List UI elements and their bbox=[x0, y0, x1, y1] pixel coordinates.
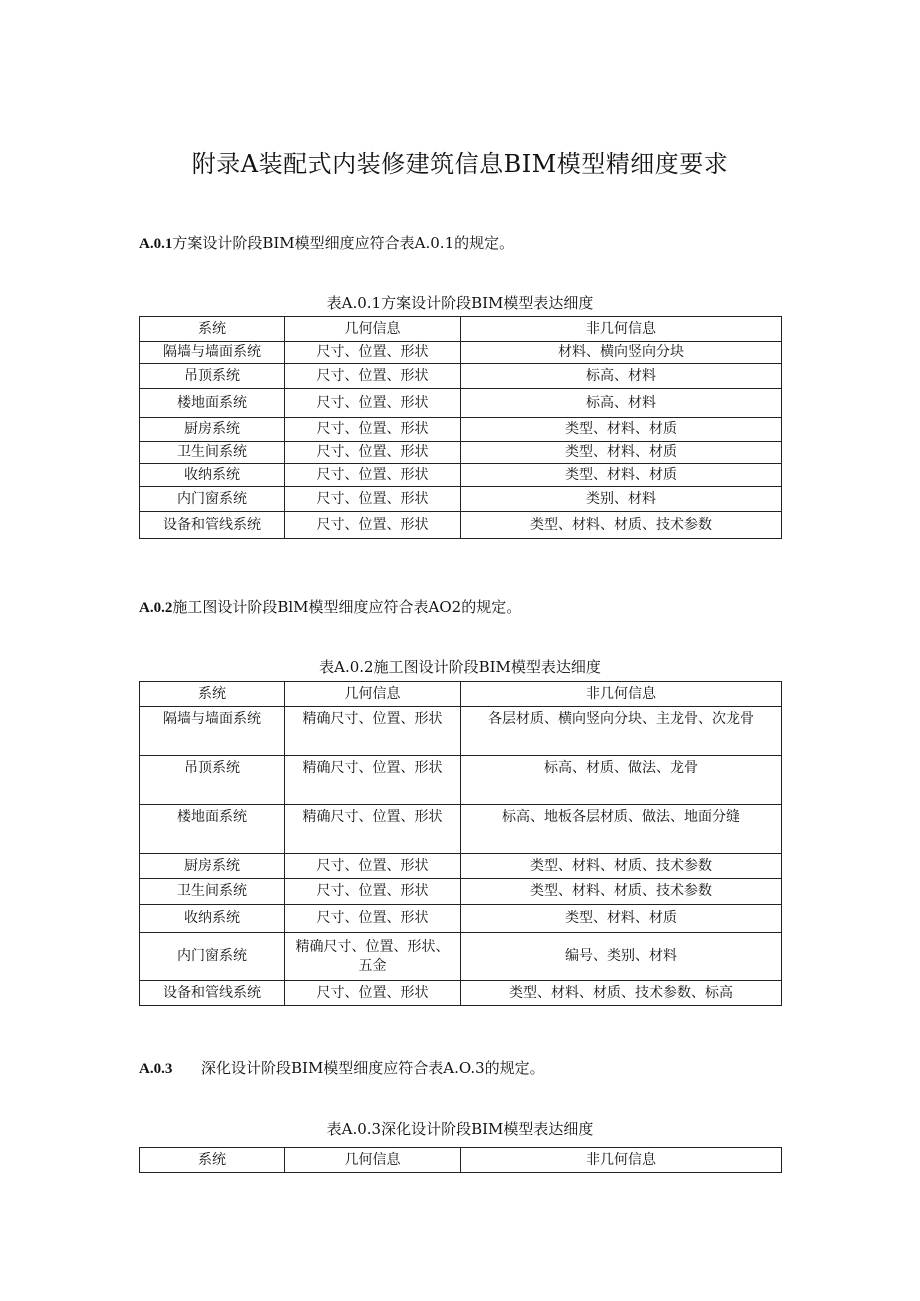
table-header-row bbox=[140, 1148, 782, 1173]
table-cell: 尺寸、位置、形状 bbox=[285, 981, 461, 1006]
header-cell: 非几何信息 bbox=[461, 1148, 782, 1173]
table-cell: 类型、材料、材质、技术参数 bbox=[461, 512, 782, 539]
section-a01-heading bbox=[139, 233, 514, 254]
header-cell: 几何信息 bbox=[285, 1148, 461, 1173]
page-title: 附录A装配式内装修建筑信息BIM模型精细度要求 bbox=[191, 150, 729, 178]
table-cell: 尺寸、位置、形状 bbox=[285, 442, 461, 464]
table-cell: 精确尺寸、位置、形状 bbox=[285, 707, 461, 756]
table-row bbox=[140, 442, 782, 464]
table-cell: 各层材质、横向竖向分块、主龙骨、次龙骨 bbox=[461, 707, 782, 756]
header-cell: 系统 bbox=[140, 1148, 285, 1173]
section-number: A.0.1 bbox=[139, 236, 173, 252]
header-cell: 几何信息 bbox=[285, 682, 461, 707]
header-cell: 非几何信息 bbox=[461, 682, 782, 707]
table-row bbox=[140, 389, 782, 418]
table-row bbox=[140, 464, 782, 487]
table-cell: 标高、地板各层材质、做法、地面分缝 bbox=[461, 805, 782, 854]
section-a02-heading bbox=[139, 597, 521, 618]
table-cell: 尺寸、位置、形状 bbox=[285, 905, 461, 933]
table-cell: 精确尺寸、位置、形状 bbox=[285, 805, 461, 854]
table-cell: 标高、材料 bbox=[461, 389, 782, 418]
table-cell: 厨房系统 bbox=[140, 418, 285, 442]
table-cell: 楼地面系统 bbox=[140, 389, 285, 418]
table-cell: 设备和管线系统 bbox=[140, 512, 285, 539]
table-header-row bbox=[140, 682, 782, 707]
table-cell: 类型、材料、材质 bbox=[461, 442, 782, 464]
header-cell: 系统 bbox=[140, 682, 285, 707]
table-cell: 设备和管线系统 bbox=[140, 981, 285, 1006]
section-number: A.0.3 bbox=[139, 1061, 173, 1077]
table-cell: 隔墙与墙面系统 bbox=[140, 342, 285, 364]
table-row bbox=[140, 981, 782, 1006]
table-cell: 标高、材质、做法、龙骨 bbox=[461, 756, 782, 805]
table-row bbox=[140, 879, 782, 905]
section-number: A.0.2 bbox=[139, 600, 173, 616]
table-cell: 吊顶系统 bbox=[140, 364, 285, 389]
table-cell: 卫生间系统 bbox=[140, 879, 285, 905]
table-a01 bbox=[139, 316, 782, 539]
table-row bbox=[140, 805, 782, 854]
table-a02-caption: 表A.0.2施工图设计阶段BIM模型表达细度 bbox=[319, 658, 601, 676]
table-cell: 类型、材料、材质、技术参数 bbox=[461, 879, 782, 905]
table-cell: 尺寸、位置、形状 bbox=[285, 854, 461, 879]
section-a03-heading bbox=[139, 1058, 545, 1079]
table-cell: 类型、材料、材质、技术参数 bbox=[461, 854, 782, 879]
table-row bbox=[140, 854, 782, 879]
table-row bbox=[140, 418, 782, 442]
table-cell: 类型、材料、材质 bbox=[461, 464, 782, 487]
header-cell: 几何信息 bbox=[285, 317, 461, 342]
table-a03 bbox=[139, 1147, 782, 1173]
table-cell: 类型、材料、材质、技术参数、标高 bbox=[461, 981, 782, 1006]
table-cell: 尺寸、位置、形状 bbox=[285, 364, 461, 389]
table-cell: 吊顶系统 bbox=[140, 756, 285, 805]
header-cell: 非几何信息 bbox=[461, 317, 782, 342]
table-header-row bbox=[140, 317, 782, 342]
table-a02 bbox=[139, 681, 782, 1006]
table-cell: 收纳系统 bbox=[140, 905, 285, 933]
table-cell: 内门窗系统 bbox=[140, 933, 285, 981]
table-a03-caption: 表A.0.3深化设计阶段BIM模型表达细度 bbox=[326, 1120, 594, 1138]
section-text: 方案设计阶段BIM模型细度应符合表A.0.1的规定。 bbox=[172, 234, 515, 252]
table-cell: 尺寸、位置、形状 bbox=[285, 512, 461, 539]
table-a01-caption: 表A.0.1方案设计阶段BIM模型表达细度 bbox=[326, 294, 594, 312]
table-cell: 尺寸、位置、形状 bbox=[285, 418, 461, 442]
table-row bbox=[140, 756, 782, 805]
header-cell: 系统 bbox=[140, 317, 285, 342]
table-cell: 尺寸、位置、形状 bbox=[285, 487, 461, 512]
table-row bbox=[140, 905, 782, 933]
table-row bbox=[140, 707, 782, 756]
table-cell: 尺寸、位置、形状 bbox=[285, 464, 461, 487]
table-cell: 类别、材料 bbox=[461, 487, 782, 512]
section-text: 深化设计阶段BIM模型细度应符合表A.O.3的规定。 bbox=[201, 1059, 545, 1077]
table-cell: 精确尺寸、位置、形状 bbox=[285, 756, 461, 805]
table-cell: 楼地面系统 bbox=[140, 805, 285, 854]
table-cell: 尺寸、位置、形状 bbox=[285, 879, 461, 905]
table-cell: 隔墙与墙面系统 bbox=[140, 707, 285, 756]
table-cell: 内门窗系统 bbox=[140, 487, 285, 512]
table-cell: 材料、横向竖向分块 bbox=[461, 342, 782, 364]
table-cell: 收纳系统 bbox=[140, 464, 285, 487]
section-text: 施工图设计阶段BlM模型细度应符合表AO2的规定。 bbox=[172, 598, 522, 616]
table-row bbox=[140, 487, 782, 512]
table-cell: 精确尺寸、位置、形状、五金 bbox=[285, 933, 461, 981]
table-row bbox=[140, 342, 782, 364]
table-cell: 尺寸、位置、形状 bbox=[285, 389, 461, 418]
table-cell: 厨房系统 bbox=[140, 854, 285, 879]
table-cell: 标高、材料 bbox=[461, 364, 782, 389]
table-row bbox=[140, 512, 782, 539]
table-cell: 编号、类别、材料 bbox=[461, 933, 782, 981]
table-cell: 尺寸、位置、形状 bbox=[285, 342, 461, 364]
table-cell: 类型、材料、材质 bbox=[461, 905, 782, 933]
table-row bbox=[140, 933, 782, 981]
table-cell: 类型、材料、材质 bbox=[461, 418, 782, 442]
table-row bbox=[140, 364, 782, 389]
table-cell: 卫生间系统 bbox=[140, 442, 285, 464]
